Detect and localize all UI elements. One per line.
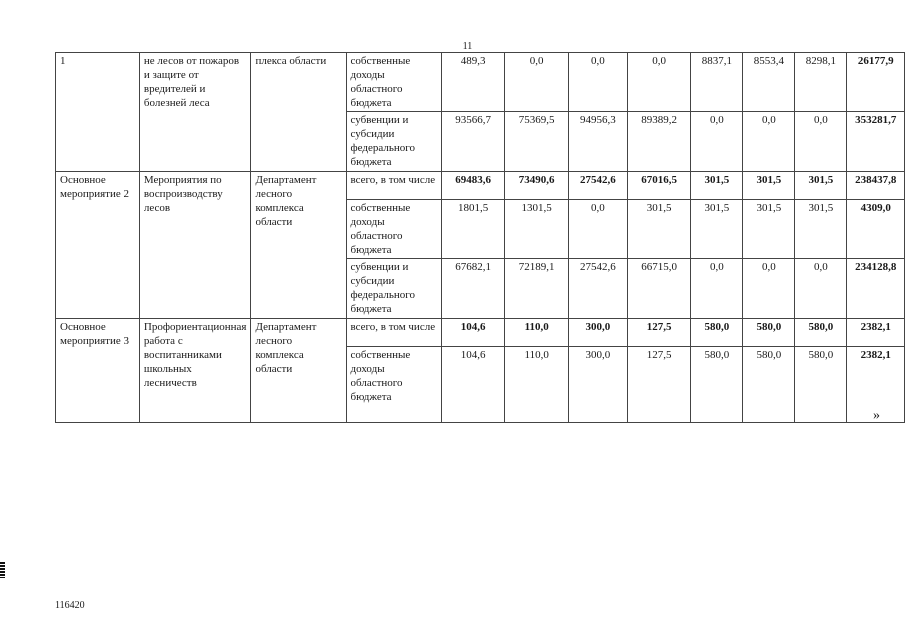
total-value-cell: 4309,0 [847,200,905,259]
value-cell: 73490,6 [505,172,569,200]
row-number-cell: Основное мероприятие 2 [56,172,140,319]
executor-cell: плекса области [251,53,346,172]
scan-edge-mark [0,562,5,578]
value-cell: 580,0 [691,347,743,423]
page-number: 11 [462,41,473,52]
funding-source-cell: субвенции и субсидии федерального бюджета [346,112,441,172]
row-number-cell: Основное мероприятие 3 [56,319,140,423]
funding-source-cell: всего, в том числе [346,172,441,200]
value-cell: 0,0 [795,259,847,319]
activity-name-cell: не лесов от пожаров и защите от вредителей и болезней леса [139,53,251,172]
total-value-cell: 2382,1 [847,347,905,423]
closing-quote: » [873,408,880,423]
executor-cell: Департамент лесного комплекса области [251,319,346,423]
value-cell: 89389,2 [627,112,691,172]
value-cell: 0,0 [743,259,795,319]
value-cell: 489,3 [441,53,505,112]
total-value-cell: 2382,1 [847,319,905,347]
value-cell: 0,0 [568,53,627,112]
value-cell: 67682,1 [441,259,505,319]
value-cell: 300,0 [568,319,627,347]
budget-table [55,52,905,423]
value-cell: 301,5 [743,172,795,200]
table-body [56,53,905,423]
value-cell: 67016,5 [627,172,691,200]
value-cell: 110,0 [505,347,569,423]
total-value-cell: 353281,7 [847,112,905,172]
value-cell: 580,0 [743,319,795,347]
total-value-cell: 234128,8 [847,259,905,319]
value-cell: 301,5 [795,200,847,259]
value-cell: 27542,6 [568,259,627,319]
executor-cell: Департамент лесного комплекса области [251,172,346,319]
row-number-cell: 1 [56,53,140,172]
value-cell: 0,0 [568,200,627,259]
value-cell: 580,0 [743,347,795,423]
table-row [56,172,905,200]
value-cell: 66715,0 [627,259,691,319]
value-cell: 27542,6 [568,172,627,200]
activity-name-cell: Мероприятия по воспроизводству лесов [139,172,251,319]
value-cell: 580,0 [691,319,743,347]
value-cell: 0,0 [691,112,743,172]
funding-source-cell: субвенции и субсидии федерального бюджета [346,259,441,319]
value-cell: 0,0 [627,53,691,112]
value-cell: 69483,6 [441,172,505,200]
value-cell: 301,5 [691,172,743,200]
value-cell: 104,6 [441,319,505,347]
funding-source-cell: всего, в том числе [346,319,441,347]
value-cell: 300,0 [568,347,627,423]
activity-name-cell: Профориентационная работа с воспитанниками школьных лесничеств [139,319,251,423]
value-cell: 110,0 [505,319,569,347]
value-cell: 8298,1 [795,53,847,112]
funding-source-cell: собственные доходы областного бюджета [346,347,441,423]
value-cell: 8553,4 [743,53,795,112]
value-cell: 301,5 [795,172,847,200]
value-cell: 0,0 [795,112,847,172]
total-value-cell: 26177,9 [847,53,905,112]
value-cell: 93566,7 [441,112,505,172]
value-cell: 1801,5 [441,200,505,259]
value-cell: 0,0 [691,259,743,319]
value-cell: 580,0 [795,319,847,347]
value-cell: 580,0 [795,347,847,423]
value-cell: 8837,1 [691,53,743,112]
total-value-cell: 238437,8 [847,172,905,200]
funding-source-cell: собственные доходы областного бюджета [346,200,441,259]
value-cell: 0,0 [743,112,795,172]
value-cell: 127,5 [627,347,691,423]
value-cell: 301,5 [627,200,691,259]
value-cell: 0,0 [505,53,569,112]
table-row [56,319,905,347]
value-cell: 104,6 [441,347,505,423]
value-cell: 301,5 [691,200,743,259]
table-row [56,53,905,112]
value-cell: 75369,5 [505,112,569,172]
value-cell: 72189,1 [505,259,569,319]
value-cell: 94956,3 [568,112,627,172]
funding-source-cell: собственные доходы областного бюджета [346,53,441,112]
value-cell: 127,5 [627,319,691,347]
document-code: 116420 [55,600,85,611]
value-cell: 1301,5 [505,200,569,259]
value-cell: 301,5 [743,200,795,259]
